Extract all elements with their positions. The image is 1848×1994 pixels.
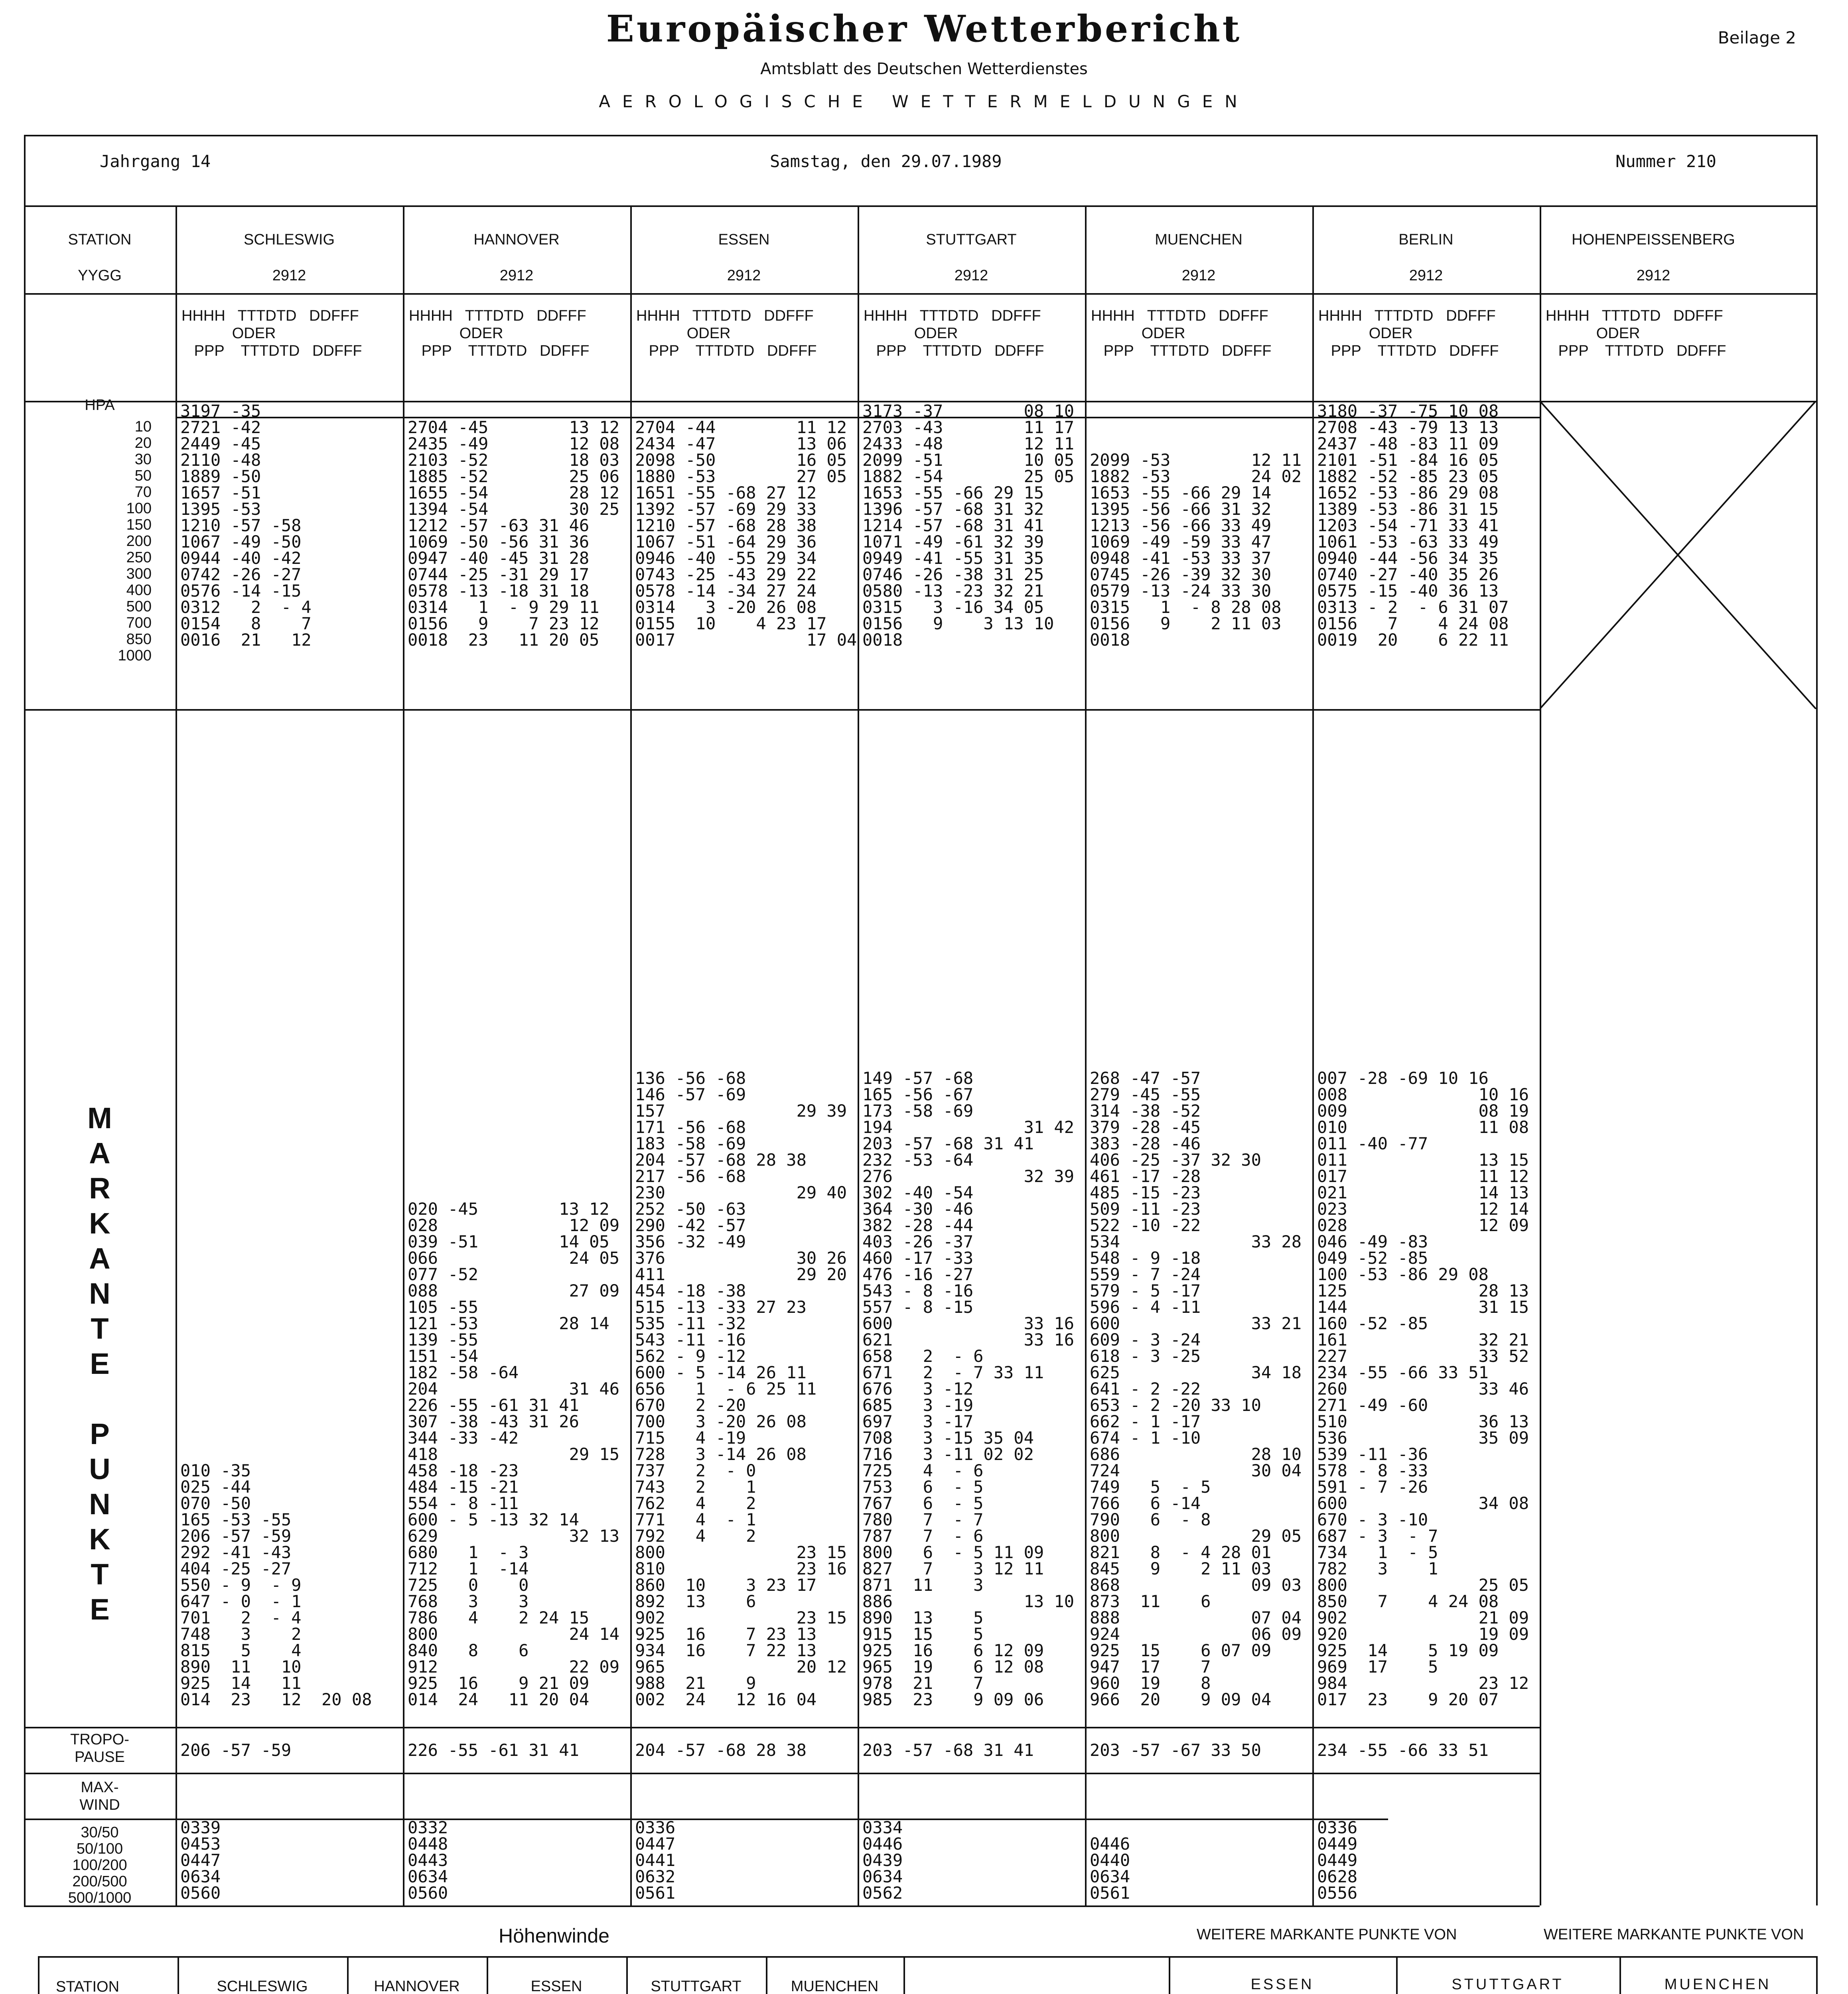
hoehenwinde-title: Höhenwinde xyxy=(499,1925,609,1947)
tropopause-data: 206 -57 -59 xyxy=(180,1740,292,1760)
section-title: AEROLOGISCHE WETTERMELDUNGEN xyxy=(599,92,1249,111)
markante-letter: T xyxy=(91,1558,109,1591)
station-column-divider xyxy=(1085,205,1087,1905)
station-name: ESSEN xyxy=(718,231,770,248)
markante-punkte-data: 268 -47 -57 279 -45 -55 314 -38 -52 379 -28 -45 383 -28 -46 406 -25 -37 32 30 461 -17 -28 485 -15 -23 509 -11 -23 522 -10 -22 534 33 28 548 - 9 -18 559 - 7 -24 579 - 5 -17 596 - 4 -11 600 33 21 609 - 3 -24 618 - 3 -25 625 34 18 641 - 2 -22 653 - 2 -20 33 10 662 - 1 -17 674 - 1 -10 686 28 10 724 30 04 749 5 - 5 766 6 -14 790 6 - 8 800 29 05 821 8 - 4 28 01 845 9 2 11 03 868 09 03 873 11 6 888 07 04 924 06 09 925 15 6 07 09 947 17 7 960 19 8 966 20 9 09 04 xyxy=(1090,1068,1302,1709)
maxwind-data: 0334 0446 0439 0634 0562 xyxy=(862,1818,903,1903)
lower-station-name: ESSEN xyxy=(531,1978,582,1994)
markante-letter: A xyxy=(89,1242,110,1275)
maxwind-data: 0446 0440 0634 0561 xyxy=(1090,1834,1130,1903)
station-name: STUTTGART xyxy=(926,231,1017,248)
column-header: HHHH TTTDTD DDFFF ODER PPP TTTDTD DDFFF xyxy=(864,307,1044,359)
station-yygg: 2912 xyxy=(272,267,306,284)
markante-letter: N xyxy=(89,1488,110,1521)
jahrgang: Jahrgang 14 xyxy=(100,152,211,171)
station-yygg: 2912 xyxy=(1409,267,1443,284)
page-title: Europäischer Wetterbericht xyxy=(606,7,1242,50)
standard-level-data: 2704 -44 11 12 2434 -47 13 06 2098 -50 16 05 1880 -53 27 05 1651 -55 -68 27 12 1392 -57 -69 29 33 1210 -57 -68 28 38 1067 -51 -64 29 36 0946 -40 -55 29 34 0743 -25 -43 29 22 0578 -14 -34 27 24 0314 3 -20 26 08 0155 10 4 23 17 0017 17 04 xyxy=(635,418,857,650)
station-name: HANNOVER xyxy=(473,231,560,248)
beilage-label: Beilage 2 xyxy=(1718,28,1796,47)
markante-letter: E xyxy=(90,1593,110,1626)
lower-station-label: STATION xyxy=(56,1978,120,1994)
subtitle: Amtsblatt des Deutschen Wetterdienstes xyxy=(760,60,1088,78)
rule-line xyxy=(24,1905,1540,1907)
station-yygg: 2912 xyxy=(499,267,534,284)
markante-letter: N xyxy=(89,1277,110,1310)
maxwind-levels-label: 30/50 50/100 100/200 200/500 500/1000 xyxy=(68,1824,132,1906)
standard-level-data: 3173 -37 08 10 2703 -43 11 17 2433 -48 12 11 2099 -51 10 05 1882 -54 25 05 1653 -55 -66 29 15 1396 -57 -68 31 32 1214 -57 -68 31 41 1071 -49 -61 32 39 0949 -41 -55 31 35 0746 -26 -38 31 25 0580 -13 -23 32 21 0315 3 -16 34 05 0156 9 3 13 10 0018 xyxy=(862,401,1075,650)
maxwind-data: 0332 0448 0443 0634 0560 xyxy=(408,1818,448,1903)
weitere-station-name: STUTTGART xyxy=(1452,1976,1564,1993)
standard-level-data: 3197 -35 2721 -42 2449 -45 2110 -48 1889 -50 1657 -51 1395 -53 1210 -57 -58 1067 -49 -50 0944 -40 -42 0742 -26 -27 0576 -14 -15 0312 2 - 4 0154 8 7 0016 21 12 xyxy=(180,401,312,650)
rule-line xyxy=(24,1819,1388,1820)
station-name: SCHLESWIG xyxy=(243,231,335,248)
markante-punkte-label xyxy=(24,1101,176,1627)
tropopause-data: 204 -57 -68 28 38 xyxy=(635,1740,807,1760)
station-yygg: 2912 xyxy=(727,267,761,284)
station-column-divider xyxy=(1312,205,1314,1905)
station-name: MUENCHEN xyxy=(1155,231,1243,248)
tropopause-data: 226 -55 -61 31 41 xyxy=(408,1740,579,1760)
station-column-divider xyxy=(630,205,632,1905)
column-divider xyxy=(1816,1956,1818,1994)
station-label: STATION xyxy=(68,231,132,248)
lower-station-name: SCHLESWIG xyxy=(217,1978,308,1994)
markante-letter: U xyxy=(89,1452,110,1486)
column-header: HHHH TTTDTD DDFFF ODER PPP TTTDTD DDFFF xyxy=(1318,307,1499,359)
weitere-label-2: WEITERE MARKANTE PUNKTE VON xyxy=(1544,1926,1804,1943)
maxwind-data: 0336 0447 0441 0632 0561 xyxy=(635,1818,676,1903)
lower-station-name: STUTTGART xyxy=(651,1978,742,1994)
station-yygg: 2912 xyxy=(954,267,988,284)
station-yygg: 2912 xyxy=(1636,267,1670,284)
lower-station-name: MUENCHEN xyxy=(791,1978,879,1994)
weitere-station-name: ESSEN xyxy=(1250,1976,1314,1993)
rule-line xyxy=(24,205,1816,207)
rule-line xyxy=(38,1956,1817,1958)
column-divider xyxy=(38,1956,39,1994)
tropopause-data: 203 -57 -67 33 50 xyxy=(1090,1740,1261,1760)
station-column-divider xyxy=(403,205,404,1905)
column-header: HHHH TTTDTD DDFFF ODER PPP TTTDTD DDFFF xyxy=(409,307,590,359)
markante-punkte-data: 136 -56 -68 146 -57 -69 157 29 39 171 -56 -68 183 -58 -69 204 -57 -68 28 38 217 -56 -68 230 29 40 252 -50 -63 290 -42 -57 356 -32 -49 376 30 26 411 29 20 454 -18 -38 515 -13 -33 27 23 535 -11 -32 543 -11 -16 562 - 9 -12 600 - 5 -14 26 11 656 1 - 6 25 11 670 2 -20 700 3 -20 26 08 715 4 -19 728 3 -14 26 08 737 2 - 0 743 2 1 762 4 2 771 4 - 1 792 4 2 800 23 15 810 23 16 860 10 3 23 17 892 13 6 902 23 15 925 16 7 23 13 934 16 7 22 13 965 20 12 988 21 9 002 24 12 16 04 xyxy=(635,1068,847,1709)
tropopause-label: TROPO- PAUSE xyxy=(70,1731,129,1765)
maxwind-data: 0339 0453 0447 0634 0560 xyxy=(180,1818,221,1903)
column-header: HHHH TTTDTD DDFFF ODER PPP TTTDTD DDFFF xyxy=(1546,307,1726,359)
issue-date: Samstag, den 29.07.1989 xyxy=(770,152,1002,171)
markante-punkte-data: 010 -35 025 -44 070 -50 165 -53 -55 206 -57 -59 292 -41 -43 404 -25 -27 550 - 9 - 9 647 - 0 - 1 701 2 - 4 748 3 2 815 5 4 890 11 10 925 14 11 014 23 12 20 08 xyxy=(180,1461,372,1709)
weitere-station-name: MUENCHEN xyxy=(1664,1976,1771,1993)
station-name: HOHENPEISSENBERG xyxy=(1572,231,1735,248)
markante-letter: T xyxy=(91,1312,109,1345)
standard-level-data: 3180 -37 -75 10 08 2708 -43 -79 13 13 2437 -48 -83 11 09 2101 -51 -84 16 05 1882 -52 -85 23 05 1652 -53 -86 29 08 1389 -53 -86 31 15 1203 -54 -71 33 41 1061 -53 -63 33 49 0940 -44 -56 34 35 0740 -27 -40 35 26 0575 -15 -40 36 13 0313 - 2 - 6 31 07 0156 7 4 24 08 0019 20 6 22 11 xyxy=(1317,401,1509,650)
markante-letter: K xyxy=(89,1207,110,1240)
tropopause-data: 203 -57 -68 31 41 xyxy=(862,1740,1034,1760)
markante-letter: R xyxy=(89,1172,110,1205)
rule-line xyxy=(24,293,1816,295)
markante-punkte-data: 020 -45 13 12 028 12 09 039 -51 14 05 066 24 05 077 -52 088 27 09 105 -55 121 -53 28 14 139 -55 151 -54 182 -58 -64 204 31 46 226 -55 -61 31 41 307 -38 -43 31 26 344 -33 -42 418 29 15 458 -18 -23 484 -15 -21 554 - 8 -11 600 - 5 -13 32 14 629 32 13 680 1 - 3 712 1 -14 725 0 0 768 3 3 786 4 2 24 15 800 24 14 840 8 6 912 22 09 925 16 9 21 09 014 24 11 20 04 xyxy=(408,1199,620,1709)
yygg-label: YYGG xyxy=(78,267,122,284)
station-yygg: 2912 xyxy=(1181,267,1216,284)
no-data-cross xyxy=(1540,401,1816,709)
maxwind-label: MAX- WIND xyxy=(79,1779,120,1813)
markante-letter: K xyxy=(89,1523,110,1556)
column-header: HHHH TTTDTD DDFFF ODER PPP TTTDTD DDFFF xyxy=(181,307,362,359)
standard-level-data: 2704 -45 13 12 2435 -49 12 08 2103 -52 18 03 1885 -52 25 06 1655 -54 28 12 1394 -54 30 25 1212 -57 -63 31 46 1069 -50 -56 31 36 0947 -40 -45 31 28 0744 -25 -31 29 17 0578 -13 -18 31 18 0314 1 - 9 29 11 0156 9 7 23 12 0018 23 11 20 05 xyxy=(408,418,620,650)
station-column-divider xyxy=(858,205,859,1905)
weitere-label-1: WEITERE MARKANTE PUNKTE VON xyxy=(1197,1926,1457,1943)
column-header: HHHH TTTDTD DDFFF ODER PPP TTTDTD DDFFF xyxy=(636,307,817,359)
lower-station-name: HANNOVER xyxy=(374,1978,460,1994)
nummer: Nummer 210 xyxy=(1615,152,1716,171)
markante-letter: E xyxy=(90,1347,110,1380)
column-divider xyxy=(903,1956,905,1994)
station-name: BERLIN xyxy=(1398,231,1454,248)
markante-punkte-data: 149 -57 -68 165 -56 -67 173 -58 -69 194 31 42 203 -57 -68 31 41 232 -53 -64 276 32 39 302 -40 -54 364 -30 -46 382 -28 -44 403 -26 -37 460 -17 -33 476 -16 -27 543 - 8 -16 557 - 8 -15 600 33 16 621 33 16 658 2 - 6 671 2 - 7 33 11 676 3 -12 685 3 -19 697 3 -17 708 3 -15 35 04 716 3 -11 02 02 725 4 - 6 753 6 - 5 767 6 - 5 780 7 - 7 787 7 - 6 800 6 - 5 11 09 827 7 3 12 11 871 11 3 886 13 10 890 13 5 915 15 5 925 16 6 12 09 965 19 6 12 08 978 21 7 985 23 9 09 06 xyxy=(862,1068,1075,1709)
markante-letter: P xyxy=(90,1417,110,1450)
pressure-levels: 10 20 30 50 70 100 150 200 250 300 400 500 700 850 1000 xyxy=(118,418,152,664)
column-header: HHHH TTTDTD DDFFF ODER PPP TTTDTD DDFFF xyxy=(1091,307,1272,359)
standard-level-data: 2099 -53 12 11 1882 -53 24 02 1653 -55 -66 29 14 1395 -56 -66 31 32 1213 -56 -66 33 49 1069 -49 -59 33 47 0948 -41 -53 33 37 0745 -26 -39 32 30 0579 -13 -24 33 30 0315 1 - 8 28 08 0156 9 2 11 03 0018 xyxy=(1090,450,1302,650)
hpa-label: HPA xyxy=(85,397,115,414)
tropopause-data: 234 -55 -66 33 51 xyxy=(1317,1740,1489,1760)
station-column-divider xyxy=(176,205,177,1905)
markante-letter: A xyxy=(89,1137,110,1170)
maxwind-data: 0336 0449 0449 0628 0556 xyxy=(1317,1818,1358,1903)
markante-letter xyxy=(24,1381,176,1417)
markante-punkte-data: 007 -28 -69 10 16 008 10 16 009 08 19 010 11 08 011 -40 -77 011 13 15 017 11 12 021 14 13 023 12 14 028 12 09 046 -49 -83 049 -52 -85 100 -53 -86 29 08 125 28 13 144 31 15 160 -52 -85 161 32 21 227 33 52 234 -55 -66 33 51 260 33 46 271 -49 -60 510 36 13 536 35 09 539 -11 -36 578 - 8 -33 591 - 7 -26 600 34 08 670 - 3 -10 687 - 3 - 7 734 1 - 5 782 3 1 800 25 05 850 7 4 24 08 902 21 09 920 19 09 925 14 5 19 09 969 17 5 984 23 12 017 23 9 20 07 xyxy=(1317,1068,1529,1709)
markante-letter: M xyxy=(87,1101,112,1135)
